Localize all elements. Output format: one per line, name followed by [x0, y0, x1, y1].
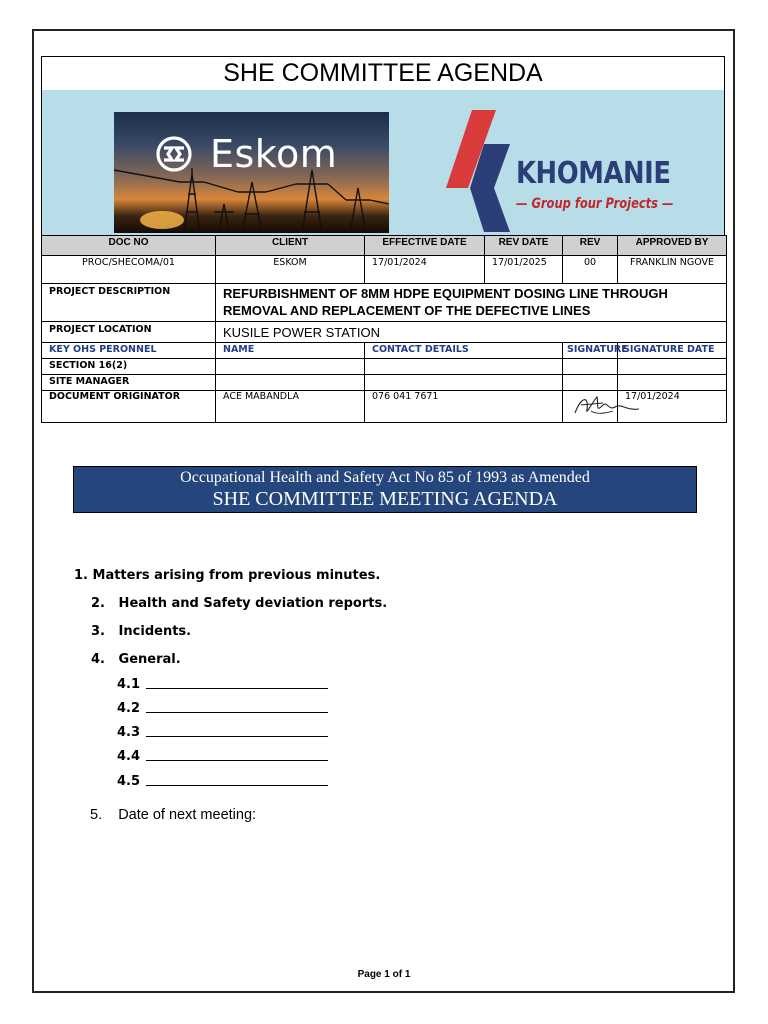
project-description-row [42, 284, 727, 322]
ohs-contact [365, 375, 563, 391]
eskom-logo-text: Eskom [210, 132, 338, 176]
project-location-row [42, 322, 727, 343]
sub-item-4-3 [117, 725, 328, 740]
next-meeting-item: 5. Date of next meeting: [90, 807, 257, 823]
sub-item-number: 4.3 [117, 725, 141, 740]
value-approved-by: FRANKLIN NGOVE [618, 256, 727, 284]
ohs-name [216, 359, 365, 375]
page-number: Page 1 of 1 [357, 969, 411, 980]
fill-in-line [146, 688, 328, 689]
ohs-name: ACE MABANDLA [216, 391, 365, 423]
value-rev: 00 [563, 256, 618, 284]
value-doc-no: PROC/SHECOMA/01 [42, 256, 216, 284]
sub-item-number: 4.2 [117, 701, 141, 716]
ohs-header-row [42, 343, 727, 359]
sub-item-number: 4.1 [117, 677, 141, 692]
ohs-name [216, 375, 365, 391]
value-rev-date: 17/01/2025 [485, 256, 563, 284]
project-description-value: REFURBISHMENT OF 8MM HDPE EQUIPMENT DOSING LINE THROUGH REMOVAL AND REPLACEMENT OF THE DEFECTIVE LINES [216, 284, 727, 322]
sub-item-4-2 [117, 701, 328, 716]
ohs-role: SITE MANAGER [42, 375, 216, 391]
ohs-role: SECTION 16(2) [42, 359, 216, 375]
header-rev-date: REV DATE [485, 236, 563, 256]
document-title: SHE COMMITTEE AGENDA [41, 56, 725, 91]
khomanie-logo-text: KHOMANIE [516, 156, 671, 191]
agenda-banner [73, 466, 697, 513]
ohs-row-site-manager [42, 375, 727, 391]
ohs-contact [365, 359, 563, 375]
ohs-date [618, 375, 727, 391]
agenda-item-1: 1. Matters arising from previous minutes. [74, 568, 381, 583]
ohs-header-signature: SIGNATURE [563, 343, 618, 359]
fill-in-line [146, 760, 328, 761]
ohs-date [618, 359, 727, 375]
ohs-signature [563, 359, 618, 375]
sub-item-number: 4.4 [117, 749, 141, 764]
ohs-row-section-16 [42, 359, 727, 375]
ohs-contact: 076 041 7671 [365, 391, 563, 423]
project-location-value: KUSILE POWER STATION [216, 322, 727, 343]
agenda-item-4: 4. General. [91, 652, 181, 667]
header-effective-date: EFFECTIVE DATE [365, 236, 485, 256]
ohs-row-document-originator [42, 391, 727, 423]
ohs-signature [563, 391, 618, 423]
khomanie-logo-mark [444, 108, 516, 234]
ohs-header-signature-date: SIGNATURE DATE [618, 343, 727, 359]
banner-meeting-title: SHE COMMITTEE MEETING AGENDA [212, 488, 558, 510]
agenda-item-3: 3. Incidents. [91, 624, 192, 639]
fill-in-line [146, 785, 328, 786]
project-description-label: PROJECT DESCRIPTION [42, 284, 216, 322]
sub-item-number: 4.5 [117, 774, 141, 789]
ohs-header-name: NAME [216, 343, 365, 359]
header-doc-no: DOC NO [42, 236, 216, 256]
header-client: CLIENT [216, 236, 365, 256]
value-client: ESKOM [216, 256, 365, 284]
agenda-item-2: 2. Health and Safety deviation reports. [91, 596, 388, 611]
document-info-table [41, 235, 727, 423]
table-header-row [42, 236, 727, 256]
signature-image [563, 391, 653, 419]
ohs-header-contact: CONTACT DETAILS [365, 343, 563, 359]
fill-in-line [146, 712, 328, 713]
sub-item-4-1 [117, 677, 328, 692]
ohs-header-personnel: KEY OHS PERONNEL [42, 343, 216, 359]
ohs-signature [563, 375, 618, 391]
value-effective-date: 17/01/2024 [365, 256, 485, 284]
header-rev: REV [563, 236, 618, 256]
khomanie-tagline: — Group four Projects — [516, 196, 674, 212]
ohs-role: DOCUMENT ORIGINATOR [42, 391, 216, 423]
fill-in-line [146, 736, 328, 737]
ohs-date: 17/01/2024 [618, 391, 727, 423]
project-location-label: PROJECT LOCATION [42, 322, 216, 343]
table-values-row [42, 256, 727, 284]
sub-item-4-4 [117, 749, 328, 764]
banner-act-title: Occupational Health and Safety Act No 85 of 1993 as Amended [180, 469, 590, 486]
sub-item-4-5 [117, 774, 328, 789]
header-approved-by: APPROVED BY [618, 236, 727, 256]
